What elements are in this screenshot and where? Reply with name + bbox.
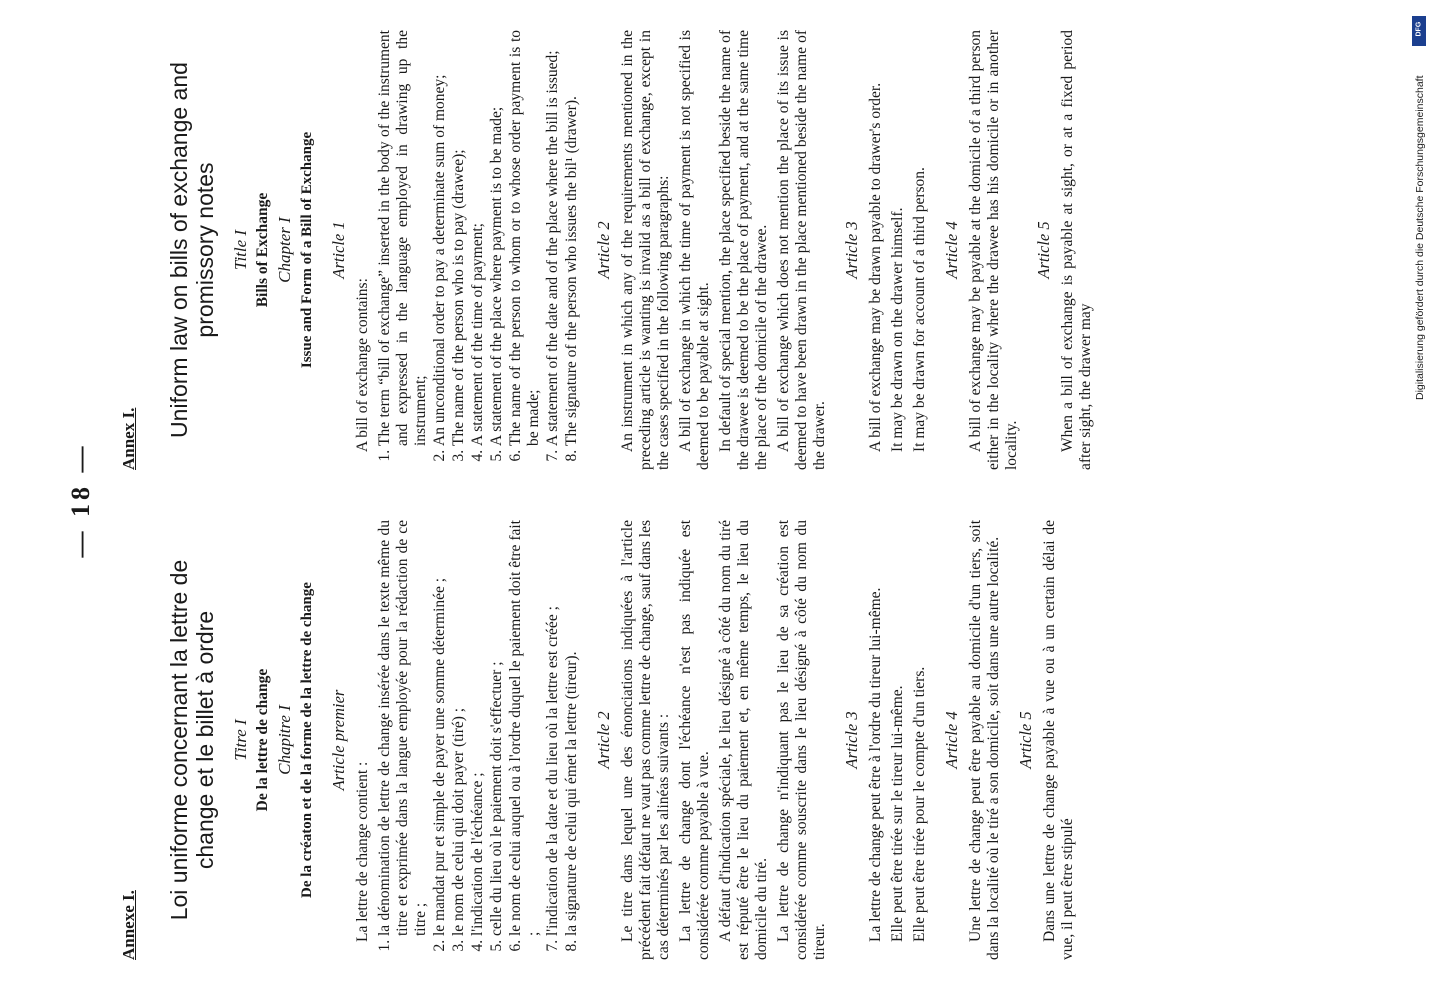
english-article-2-p4: A bill of exchange which does not mention the place of its issue is deemed to have been drawn in the place mentioned beside the name of the drawer. bbox=[775, 30, 828, 470]
dfg-logo: DFG bbox=[1412, 16, 1426, 46]
french-article-5-p1: Dans une lettre de change payable à vue ou à un certain délai de vue, il peut être stipulé bbox=[1041, 520, 1076, 960]
page-number: — 18 — bbox=[66, 442, 95, 558]
list-item: 6. The name of the person to whom or to whose order payment is to be made; bbox=[507, 30, 543, 446]
french-article-3-heading: Article 3 bbox=[842, 711, 861, 769]
french-article-3-p2: Elle peut être tirée sur le tireur lui-même. bbox=[889, 685, 906, 942]
french-article-5-heading: Article 5 bbox=[1016, 711, 1035, 769]
english-article-5-p1: When a bill of exchange is payable at sight, or at a fixed period after sight, the drawer may bbox=[1059, 30, 1094, 470]
french-article-1-intro: La lettre de change contient : bbox=[354, 761, 371, 942]
english-article-3-p1: A bill of exchange may be drawn payable to drawer's order. bbox=[867, 82, 884, 452]
list-item: 5. A statement of the place where payment is to be made; bbox=[488, 30, 506, 446]
english-annex-label: Annex I. bbox=[119, 407, 138, 470]
list-item: 7. l'indication de la date et du lieu où la lettre est créée ; bbox=[544, 520, 562, 936]
list-item: 2. le mandat pur et simple de payer une somme déterminée ; bbox=[431, 520, 449, 936]
french-article-2-p2: La lettre de change dont l'échéance n'est pas indiquée est considérée comme payable à vue. bbox=[677, 520, 712, 960]
digitization-note: Digitalisierung gefördert durch die Deutsche Forschungsgemeinschaft bbox=[1414, 75, 1426, 400]
french-article-3-p3: Elle peut être tirée pour le compte d'un tiers. bbox=[911, 666, 928, 942]
french-annex-label: Annexe I. bbox=[119, 890, 138, 960]
english-article-3-heading: Article 3 bbox=[842, 221, 861, 279]
french-chapitre-name: De la créaton et de la forme de la lettre de change bbox=[299, 582, 315, 898]
french-column bbox=[120, 520, 1081, 960]
french-article-2-heading: Article 2 bbox=[594, 711, 613, 769]
list-item: 1. la dénomination de lettre de change insérée dans le texte même du titre et exprimée dans la langue employée pour la rédaction de ce titre ; bbox=[376, 520, 430, 936]
english-article-2-p3: In default of special mention, the place specified beside the name of the drawee is deemed to be the place of payment, and at the same time the place of the domicile of the drawee. bbox=[717, 30, 770, 470]
french-article-3-p1: La lettre de change peut être à l'ordre du tireur lui-même. bbox=[867, 587, 884, 942]
list-item: 6. le nom de celui auquel ou à l'ordre duquel le paiement doit être fait ; bbox=[507, 520, 543, 936]
list-item: 8. la signature de celui qui émet la lettre (tireur). bbox=[563, 520, 581, 936]
english-title: Uniform law on bills of exchange and promissory notes bbox=[166, 62, 218, 438]
list-item: 4. A statement of the time of payment; bbox=[469, 30, 487, 446]
list-item: 7. A statement of the date and of the place where the bill is issued; bbox=[544, 30, 562, 446]
list-item: 8. The signature of the person who issues the bil¹ (drawer). bbox=[563, 30, 581, 446]
french-titre-name: De la lettre de change bbox=[254, 668, 271, 812]
english-article-5-heading: Article 5 bbox=[1034, 221, 1053, 279]
french-article-1-heading: Article premier bbox=[329, 689, 348, 791]
english-article-1-intro: A bill of exchange contains: bbox=[354, 278, 371, 452]
list-item: 3. The name of the person who is to pay (drawee); bbox=[450, 30, 468, 446]
french-article-2-p4: La lettre de change n'indiquant pas le lieu de sa création est considérée comme souscrite dans le lieu désigné à côté du nom du tireur. bbox=[775, 520, 828, 960]
list-item: 5. celle du lieu où le paiement doit s'effectuer ; bbox=[488, 520, 506, 936]
english-article-2-p1: An instrument in which any of the requirements mentioned in the preceding article is wanting is invalid as a bill of exchange, except in the cases specified in the following paragraphs: bbox=[619, 30, 672, 470]
french-article-2-p3: A défaut d'indication spéciale, le lieu désigné à côté du nom du tiré est réputé être le lieu du paiement et, en même temps, le lieu du domicile du tiré. bbox=[717, 520, 770, 960]
french-article-4-p1: Une lettre de change peut être payable au domicile d'un tiers, soit dans la localité où le tiré a son domicile, soit dans une autre localité. bbox=[967, 520, 1002, 960]
list-item: 4. l'indication de l'échéance ; bbox=[469, 520, 487, 936]
english-article-3-p3: It may be drawn for account of a third person. bbox=[911, 167, 928, 452]
french-article-1-list bbox=[376, 520, 581, 960]
list-item: 2. An unconditional order to pay a determinate sum of money; bbox=[431, 30, 449, 446]
english-title-name: Bills of Exchange bbox=[254, 192, 271, 308]
list-item: 3. le nom de celui qui doit payer (tiré) ; bbox=[450, 520, 468, 936]
french-article-2-p1: Le titre dans lequel une des énonciations indiquées à l'article précédent fait défaut ne vaut pas comme lettre de change, sauf dans les cas déterminés par les alinéas suivants : bbox=[619, 520, 672, 960]
english-column bbox=[120, 30, 1099, 470]
french-titre: Titre I bbox=[231, 719, 250, 761]
french-chapitre: Chapitre I bbox=[275, 705, 294, 775]
english-article-3-p2: It may be drawn on the drawer himself. bbox=[889, 207, 906, 452]
french-article-4-heading: Article 4 bbox=[942, 711, 961, 769]
french-title: Loi uniforme concernant la lettre de change et le billet à ordre bbox=[166, 559, 218, 921]
english-article-4-p1: A bill of exchange may be payable at the domicile of a third person either in the locality where the drawee has his domicile or in another locality. bbox=[967, 30, 1020, 470]
english-chapter-name: Issue and Form of a Bill of Exchange bbox=[299, 131, 315, 369]
digitization-credit bbox=[1410, 8, 1430, 988]
english-article-4-heading: Article 4 bbox=[942, 221, 961, 279]
english-article-2-heading: Article 2 bbox=[594, 221, 613, 279]
list-item: 1. The term “bill of exchange” inserted in the body of the instrument and expressed in the language employed in drawing up the instrument; bbox=[376, 30, 430, 446]
english-article-1-heading: Article 1 bbox=[329, 221, 348, 279]
english-title-number: Title I bbox=[231, 229, 250, 271]
english-article-2-p2: A bill of exchange in which the time of payment is not specified is deemed to be payable at sight. bbox=[677, 30, 712, 470]
english-article-1-list bbox=[376, 30, 581, 470]
english-chapter: Chapter I bbox=[275, 217, 294, 283]
